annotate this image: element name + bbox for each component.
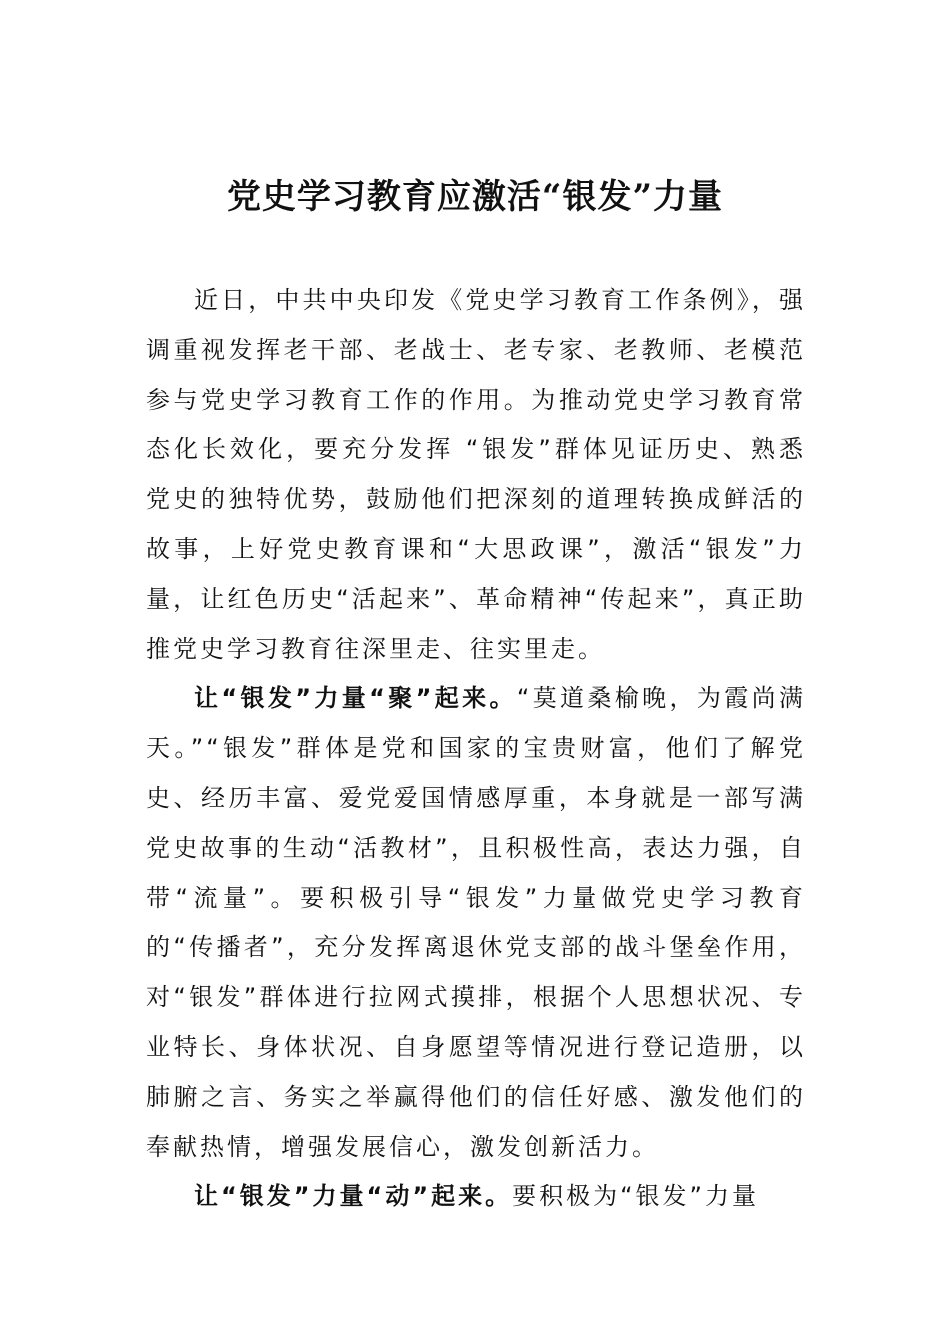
paragraph-text: 近日，中共中央印发《党史学习教育工作条例》，强调重视发挥老干部、老战士、老专家、老教师、老模范参与党史学习教育工作的作用。为推动党史学习教育常态化长效化，要充分发挥 “银发”群体见证历史、熟悉党史的独特优势，鼓励他们把深刻的道理转换成鲜活的故事，上好党史教育课和“大思政课”，激活“银发”力量，让红色历史“活起来”、革命精神“传起来”，真正助推党史学习教育往深里走、往实里走。 xyxy=(146,286,806,663)
paragraph-text: 要积极为“银发”力量 xyxy=(512,1182,759,1211)
paragraph-move xyxy=(146,1172,806,1222)
paragraph-lead: 让“银发”力量“动”起来。 xyxy=(194,1182,513,1211)
paragraph-gather xyxy=(146,674,806,1172)
document-title: 党史学习教育应激活“银发”力量 xyxy=(226,177,724,217)
document-body xyxy=(146,276,806,1222)
paragraph-intro xyxy=(146,276,806,674)
paragraph-text: “莫道桑榆晚，为霞尚满天。”“银发”群体是党和国家的宝贵财富，他们了解党史、经历丰富、爱党爱国情感厚重，本身就是一部写满党史故事的生动“活教材”，且积极性高，表达力强，自带“流量”。要积极引导“银发”力量做党史学习教育的“传播者”，充分发挥离退休党支部的战斗堡垒作用，对“银发”群体进行拉网式摸排，根据个人思想状况、专业特长、身体状况、自身愿望等情况进行登记造册，以肺腑之言、务实之举赢得他们的信任好感、激发他们的奉献热情，增强发展信心，激发创新活力。 xyxy=(146,684,807,1161)
paragraph-lead: 让“银发”力量“聚”起来。 xyxy=(194,684,517,713)
